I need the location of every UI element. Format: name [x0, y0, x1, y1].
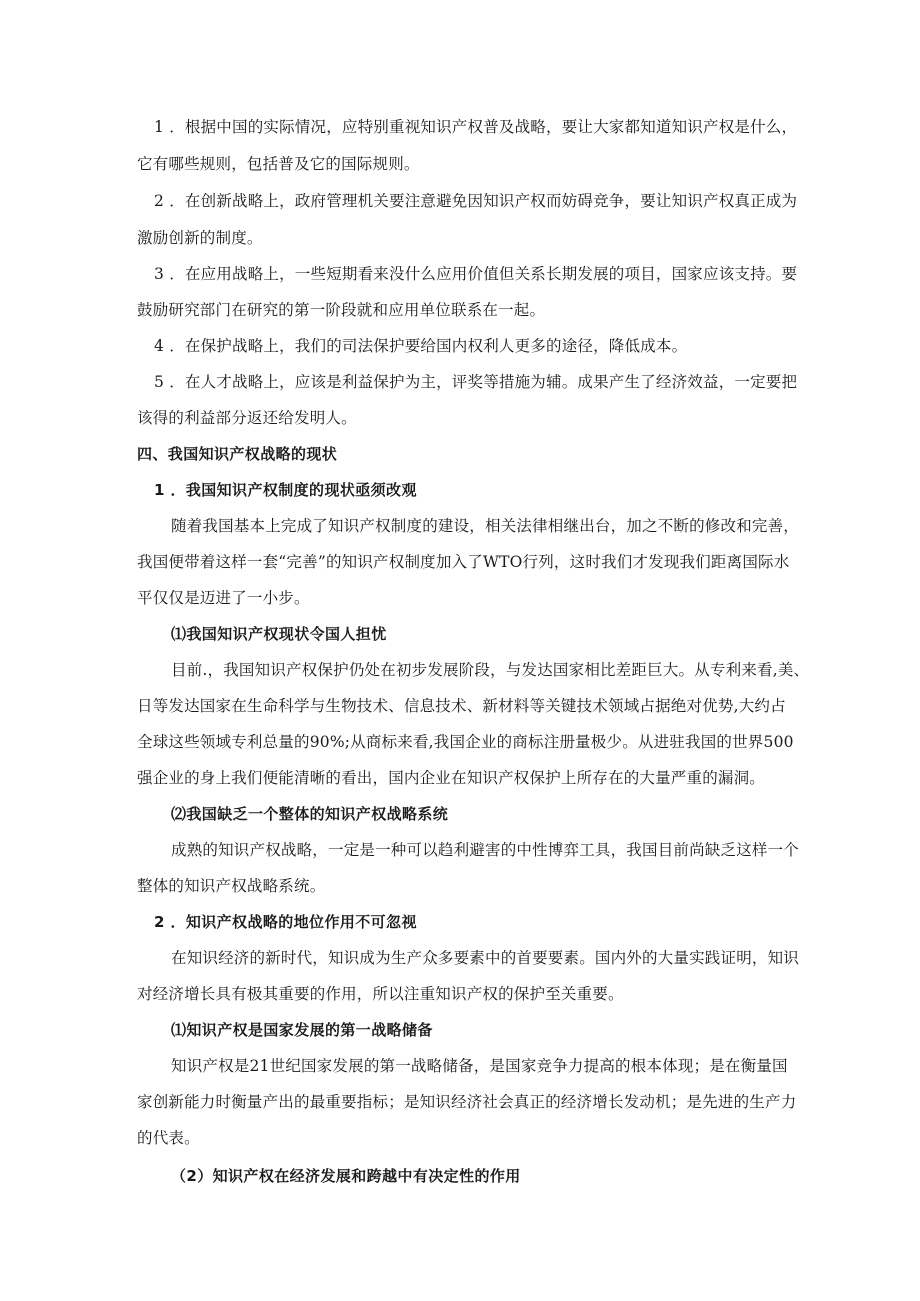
subsection-heading: 1 ．我国知识产权制度的现状亟须改观: [154, 481, 417, 499]
paragraph-line: 家创新能力时衡量产出的最重要指标；是知识经济社会真正的经济增长发动机；是先进的生产力: [137, 1093, 797, 1111]
paragraph-line: 全球这些领域专利总量的90%;从商标来看,我国企业的商标注册量极少。从进驻我国的世界500: [137, 733, 794, 751]
paragraph-line: 知识产权是21世纪国家发展的第一战略储备，是国家竞争力提高的根本体现；是在衡量国: [171, 1057, 788, 1075]
subsection-heading: （2）知识产权在经济发展和跨越中有决定性的作用: [171, 1167, 521, 1185]
paragraph-line: 5 ．在人才战略上，应该是利益保护为主，评奖等措施为辅。成果产生了经济效益，一定要把: [154, 373, 798, 391]
subsection-heading: ⑴知识产权是国家发展的第一战略储备: [171, 1021, 433, 1039]
paragraph-line: 对经济增长具有极其重要的作用，所以注重知识产权的保护至关重要。: [137, 985, 624, 1003]
paragraph-line: 我国便带着这样一套“完善”的知识产权制度加入了WTO行列，这时我们才发现我们距离国际水: [137, 553, 790, 571]
paragraph-line: 整体的知识产权战略系统。: [137, 877, 326, 895]
subsection-heading: ⑵我国缺乏一个整体的知识产权战略系统: [171, 805, 449, 823]
paragraph-line: 3 ．在应用战略上，一些短期看来没什么应用价值但关系长期发展的项目，国家应该支持。要: [154, 265, 798, 283]
section-heading: 四、我国知识产权战略的现状: [137, 445, 338, 463]
paragraph-line: 1 ．根据中国的实际情况，应特别重视知识产权普及战略，要让大家都知道知识产权是什么，: [154, 118, 798, 136]
subsection-heading: 2 ．知识产权战略的地位作用不可忽视: [154, 913, 417, 931]
paragraph-line: 强企业的身上我们便能清晰的看出，国内企业在知识产权保护上所存在的大量严重的漏洞。: [137, 769, 766, 787]
paragraph-line: 平仅仅是迈进了一小步。: [137, 589, 310, 607]
paragraph-line: 成熟的知识产权战略，一定是一种可以趋利避害的中性博弈工具，我国目前尚缺乏这样一个: [171, 841, 800, 859]
paragraph-line: 随着我国基本上完成了知识产权制度的建设，相关法律相继出台，加之不断的修改和完善，: [171, 517, 800, 535]
paragraph-line: 在知识经济的新时代，知识成为生产众多要素中的首要要素。国内外的大量实践证明，知识: [171, 949, 800, 967]
paragraph-line: 激励创新的制度。: [137, 229, 263, 247]
paragraph-line: 4 ．在保护战略上，我们的司法保护要给国内权利人更多的途径，降低成本。: [154, 337, 688, 355]
paragraph-line: 它有哪些规则，包括普及它的国际规则。: [137, 155, 420, 173]
paragraph-line: 鼓励研究部门在研究的第一阶段就和应用单位联系在一起。: [137, 301, 546, 319]
paragraph-line: 的代表。: [137, 1129, 200, 1147]
paragraph-line: 2 ．在创新战略上，政府管理机关要注意避免因知识产权而妨碍竞争，要让知识产权真正成为: [154, 192, 798, 210]
subsection-heading: ⑴我国知识产权现状令国人担忧: [171, 625, 387, 643]
paragraph-line: 目前.，我国知识产权保护仍处在初步发展阶段，与发达国家相比差距巨大。从专利来看,美、: [171, 661, 810, 679]
paragraph-line: 该得的利益部分返还给发明人。: [137, 409, 357, 427]
paragraph-line: 日等发达国家在生命科学与生物技术、信息技术、新材料等关键技术领域占据绝对优势,大约占: [137, 697, 786, 715]
